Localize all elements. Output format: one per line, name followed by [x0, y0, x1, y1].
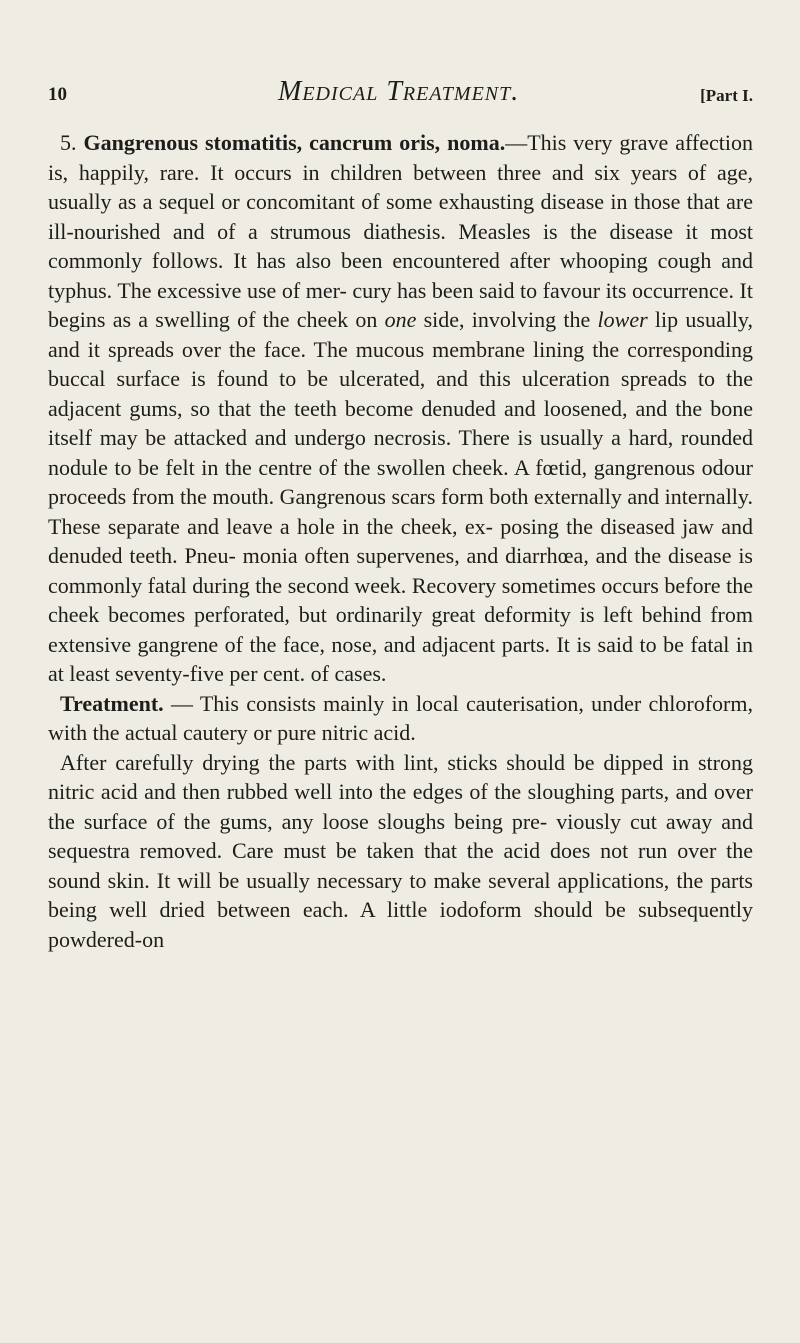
running-title: Medical Treatment. — [278, 76, 520, 107]
page-number: 10 — [48, 84, 67, 105]
treatment-heading: Treatment. — [60, 690, 164, 716]
section-heading: Gangrenous stomatitis, cancrum oris, noma. — [83, 130, 506, 155]
procedure-text: After carefully drying the parts with lint, sticks should be dipped in strong nitric acid and then rubbed well into the edges of the sloughing parts, and over the surface of the gums, any loose sloughs being pre- viously cut away and sequestra removed. Care must be taken that the acid does not run over the sound skin. It will be usually necessary to make several applications, the parts being well dried between each. A little iodoform should be subsequently powdered-on — [48, 749, 753, 952]
section-text-part-1: —This very grave affection is, happily, rare. It occurs in children between three and six years of age, usually as a sequel or concomitant of some exhausting disease in those that are ill-nourished and of a strumous diathesis. Measles is the disease it most commonly follows. It has also been encountered after whooping cough and typhus. The excessive use of mer- cury has been said to favour its occurrence. It begins as a swelling of the cheek on — [48, 130, 753, 332]
paragraph-treatment — [48, 689, 753, 748]
section-number: 5. — [60, 130, 77, 155]
section-emphasis-lower: lower — [597, 307, 648, 332]
part-label: [Part I. — [700, 86, 753, 105]
section-emphasis-one: one — [384, 307, 417, 332]
section-text-part-2: side, involving the — [416, 307, 598, 332]
treatment-text: — This consists mainly in local cauterisation, under chloroform, with the actual cautery or pure nitric acid. — [48, 690, 753, 745]
paragraph-procedure — [48, 748, 753, 955]
paragraph-gangrenous-stomatitis — [48, 128, 753, 689]
running-head — [48, 76, 753, 116]
section-text-part-3: lip usually, and it spreads over the face. The mucous membrane lining the corresponding buccal surface is found to be ulcerated, and this ulceration spreads to the adjacent gums, so that the teeth become denuded and loosened, and the bone itself may be attacked and undergo necrosis. There is usually a hard, rounded nodule to be felt in the centre of the swollen cheek. A fœtid, gangrenous odour proceeds from the mouth. Gangrenous scars form both externally and internally. These separate and leave a hole in the cheek, ex- posing the diseased jaw and denuded teeth. Pneu- monia often supervenes, and diarrhœa, and the disease is commonly fatal during the second week. Recovery sometimes occurs before the cheek becomes perforated, but ordinarily great deformity is left behind from extensive gangrene of the face, nose, and adjacent parts. It is said to be fatal in at least seventy-five per cent. of cases. — [48, 307, 754, 686]
body-text — [48, 128, 753, 954]
